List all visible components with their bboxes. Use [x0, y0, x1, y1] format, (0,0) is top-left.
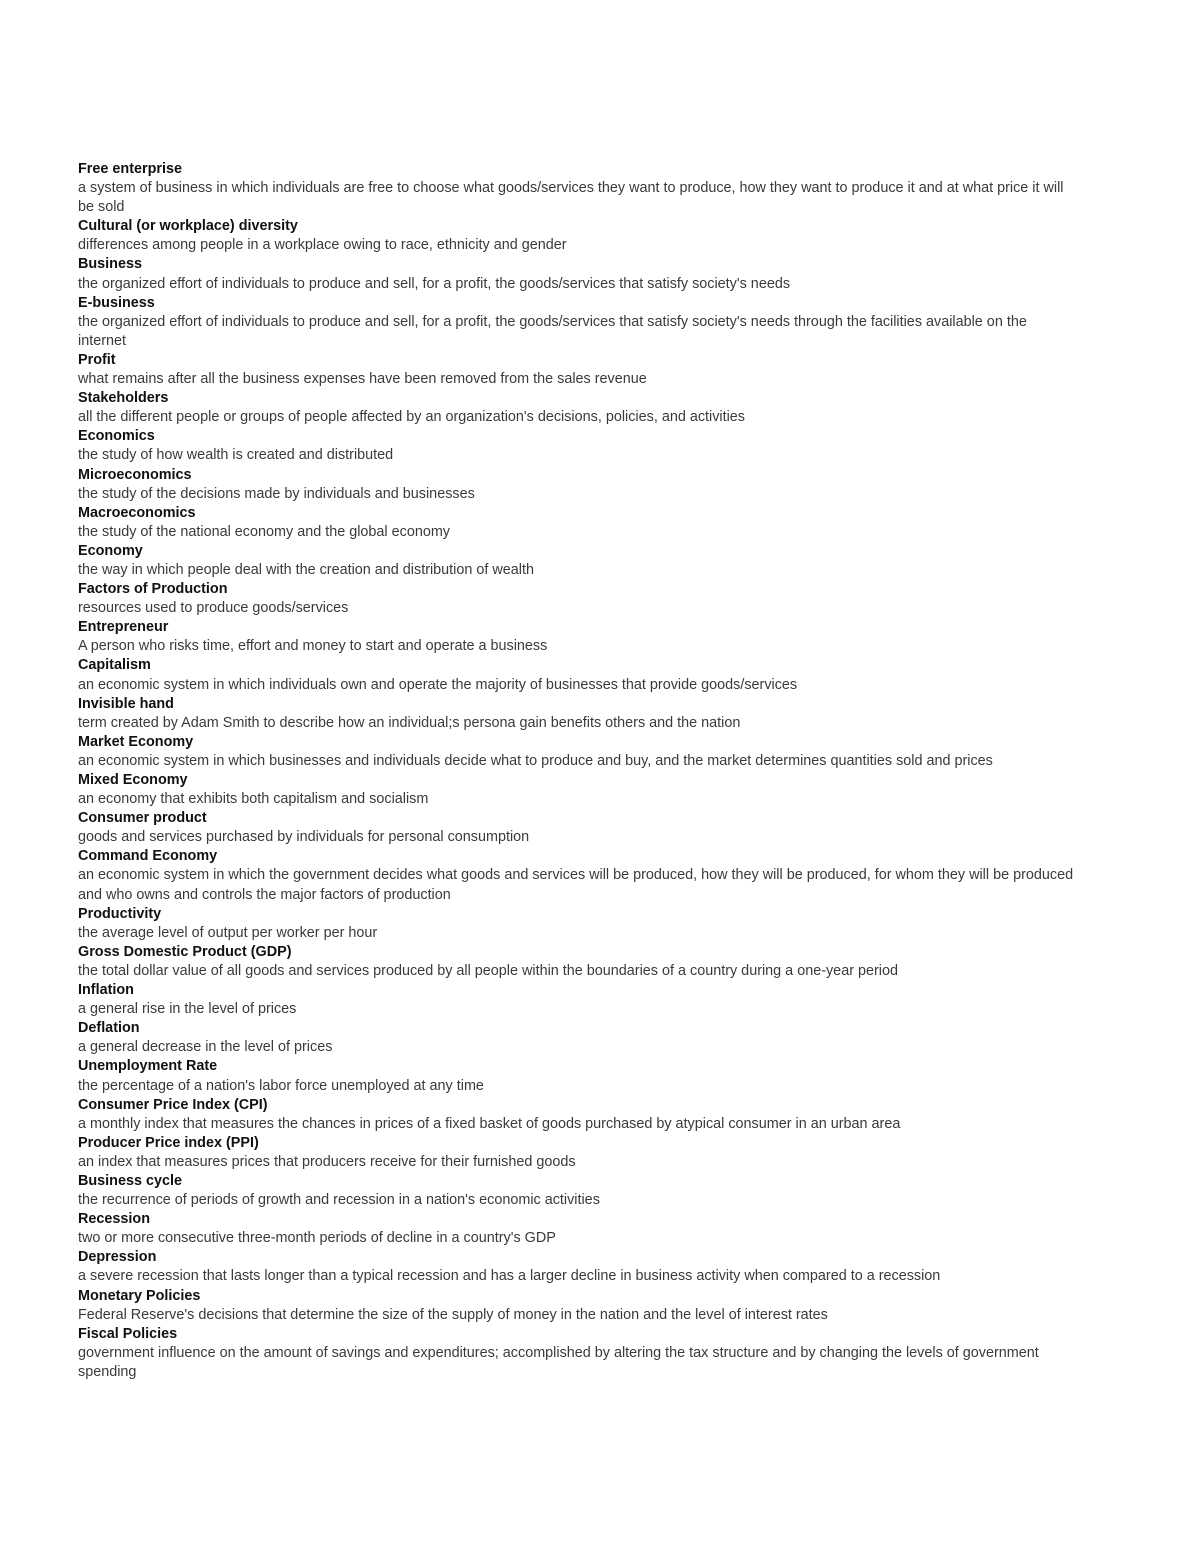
- entry-definition: all the different people or groups of people affected by an organization's decisions, policies, and activities: [78, 409, 746, 426]
- entry-term: Depression: [78, 1249, 157, 1266]
- glossary-entry: [78, 580, 1078, 618]
- entry-definition: the study of the national economy and the global economy: [78, 523, 451, 540]
- entry-term: Invisible hand: [78, 695, 174, 712]
- entry-definition: the organized effort of individuals to produce and sell, for a profit, the goods/services that satisfy society's needs: [78, 275, 791, 292]
- glossary-entry: [78, 809, 1078, 847]
- glossary-entry: [78, 847, 1078, 904]
- entry-term: Fiscal Policies: [78, 1325, 178, 1342]
- entry-term: Consumer product: [78, 810, 207, 827]
- glossary-entry: [78, 1019, 1078, 1057]
- entry-term: Business: [78, 256, 142, 273]
- glossary-entry: [78, 1210, 1078, 1248]
- entry-definition: the total dollar value of all goods and services produced by all people within the boundaries of a country during a one-year period: [78, 962, 898, 979]
- entry-definition: an index that measures prices that producers receive for their furnished goods: [78, 1153, 576, 1170]
- entry-term: Producer Price index (PPI): [78, 1134, 259, 1151]
- entry-term: Deflation: [78, 1020, 140, 1037]
- glossary-entry: [78, 1287, 1078, 1325]
- glossary-entry: [78, 1325, 1078, 1382]
- entry-definition: goods and services purchased by individuals for personal consumption: [78, 829, 530, 846]
- glossary-entry: [78, 1134, 1078, 1172]
- glossary-entry: [78, 733, 1078, 771]
- entry-definition: the organized effort of individuals to produce and sell, for a profit, the goods/services that satisfy society's needs through the facilities available on the internet: [78, 313, 1027, 349]
- entry-term: Inflation: [78, 982, 134, 999]
- entry-definition: two or more consecutive three-month periods of decline in a country's GDP: [78, 1230, 556, 1247]
- entry-definition: a system of business in which individuals are free to choose what goods/services they want to produce, how they want to produce it and at what price it will be sold: [78, 180, 1064, 216]
- entry-term: Macroeconomics: [78, 504, 196, 521]
- glossary-entry: [78, 294, 1078, 351]
- glossary-entry: [78, 466, 1078, 504]
- entry-term: Cultural (or workplace) diversity: [78, 218, 298, 235]
- entry-definition: an economic system in which the government decides what goods and services will be produced, how they will be produced, for whom they will be produced and who owns and controls the major factors of production: [78, 867, 1074, 903]
- glossary-entry: [78, 905, 1078, 943]
- entry-term: Gross Domestic Product (GDP): [78, 943, 292, 960]
- glossary-entry: [78, 618, 1078, 656]
- entry-definition: the way in which people deal with the creation and distribution of wealth: [78, 561, 534, 578]
- entry-term: Business cycle: [78, 1172, 182, 1189]
- entry-term: E-business: [78, 294, 155, 311]
- entry-term: Profit: [78, 351, 116, 368]
- entry-term: Capitalism: [78, 657, 151, 674]
- entry-definition: A person who risks time, effort and money to start and operate a business: [78, 638, 548, 655]
- glossary-entry: [78, 771, 1078, 809]
- entry-definition: a severe recession that lasts longer than a typical recession and has a larger decline in business activity when compared to a recession: [78, 1268, 941, 1285]
- glossary-entry: [78, 1248, 1078, 1286]
- glossary-entry: [78, 943, 1078, 981]
- entry-term: Market Economy: [78, 733, 194, 750]
- entry-definition: resources used to produce goods/services: [78, 600, 349, 617]
- entry-definition: a monthly index that measures the chances in prices of a fixed basket of goods purchased by atypical consumer in an urban area: [78, 1115, 901, 1132]
- entry-definition: what remains after all the business expenses have been removed from the sales revenue: [78, 371, 647, 388]
- entry-definition: a general decrease in the level of prices: [78, 1039, 333, 1056]
- entry-term: Productivity: [78, 905, 162, 922]
- glossary-entry: [78, 351, 1078, 389]
- glossary-entry: [78, 255, 1078, 293]
- entry-term: Free enterprise: [78, 161, 182, 177]
- entry-definition: differences among people in a workplace owing to race, ethnicity and gender: [78, 237, 567, 254]
- entry-definition: term created by Adam Smith to describe how an individual;s persona gain benefits others and the nation: [78, 714, 741, 731]
- entry-definition: government influence on the amount of savings and expenditures; accomplished by altering the tax structure and by changing the levels of government spending: [78, 1344, 1039, 1380]
- glossary-entry: [78, 160, 1078, 217]
- entry-definition: the study of the decisions made by individuals and businesses: [78, 485, 475, 502]
- glossary-entry: [78, 981, 1078, 1019]
- glossary-entry: [78, 695, 1078, 733]
- glossary-entry: [78, 217, 1078, 255]
- glossary-entry: [78, 1172, 1078, 1210]
- glossary-entry: [78, 1096, 1078, 1134]
- entry-definition: the recurrence of periods of growth and recession in a nation's economic activities: [78, 1192, 600, 1209]
- entry-term: Unemployment Rate: [78, 1058, 218, 1075]
- entry-definition: an economy that exhibits both capitalism and socialism: [78, 791, 429, 808]
- entry-term: Command Economy: [78, 848, 218, 865]
- entry-term: Consumer Price Index (CPI): [78, 1096, 268, 1113]
- entry-definition: an economic system in which individuals own and operate the majority of businesses that provide goods/services: [78, 676, 798, 693]
- glossary-entry: [78, 542, 1078, 580]
- glossary-entry: [78, 427, 1078, 465]
- entry-definition: the percentage of a nation's labor force unemployed at any time: [78, 1077, 484, 1094]
- entry-term: Microeconomics: [78, 466, 192, 483]
- entry-term: Mixed Economy: [78, 772, 188, 788]
- entry-definition: a general rise in the level of prices: [78, 1001, 297, 1018]
- entry-term: Monetary Policies: [78, 1287, 201, 1304]
- entry-term: Factors of Production: [78, 581, 228, 598]
- entry-definition: Federal Reserve's decisions that determine the size of the supply of money in the nation and the level of interest rates: [78, 1306, 828, 1323]
- entry-term: Stakeholders: [78, 390, 169, 407]
- entry-term: Entrepreneur: [78, 619, 169, 636]
- glossary-entry: [78, 504, 1078, 542]
- entry-definition: the study of how wealth is created and distributed: [78, 447, 394, 464]
- entry-definition: an economic system in which businesses and individuals decide what to produce and buy, and the market determines quantities sold and prices: [78, 752, 993, 769]
- glossary-entry: [78, 1057, 1078, 1095]
- entry-term: Recession: [78, 1211, 150, 1228]
- glossary-entry: [78, 389, 1078, 427]
- glossary-page: [78, 160, 1078, 1382]
- entry-term: Economics: [78, 428, 155, 445]
- glossary-entry: [78, 656, 1078, 694]
- entry-term: Economy: [78, 542, 143, 559]
- entry-definition: the average level of output per worker per hour: [78, 924, 378, 941]
